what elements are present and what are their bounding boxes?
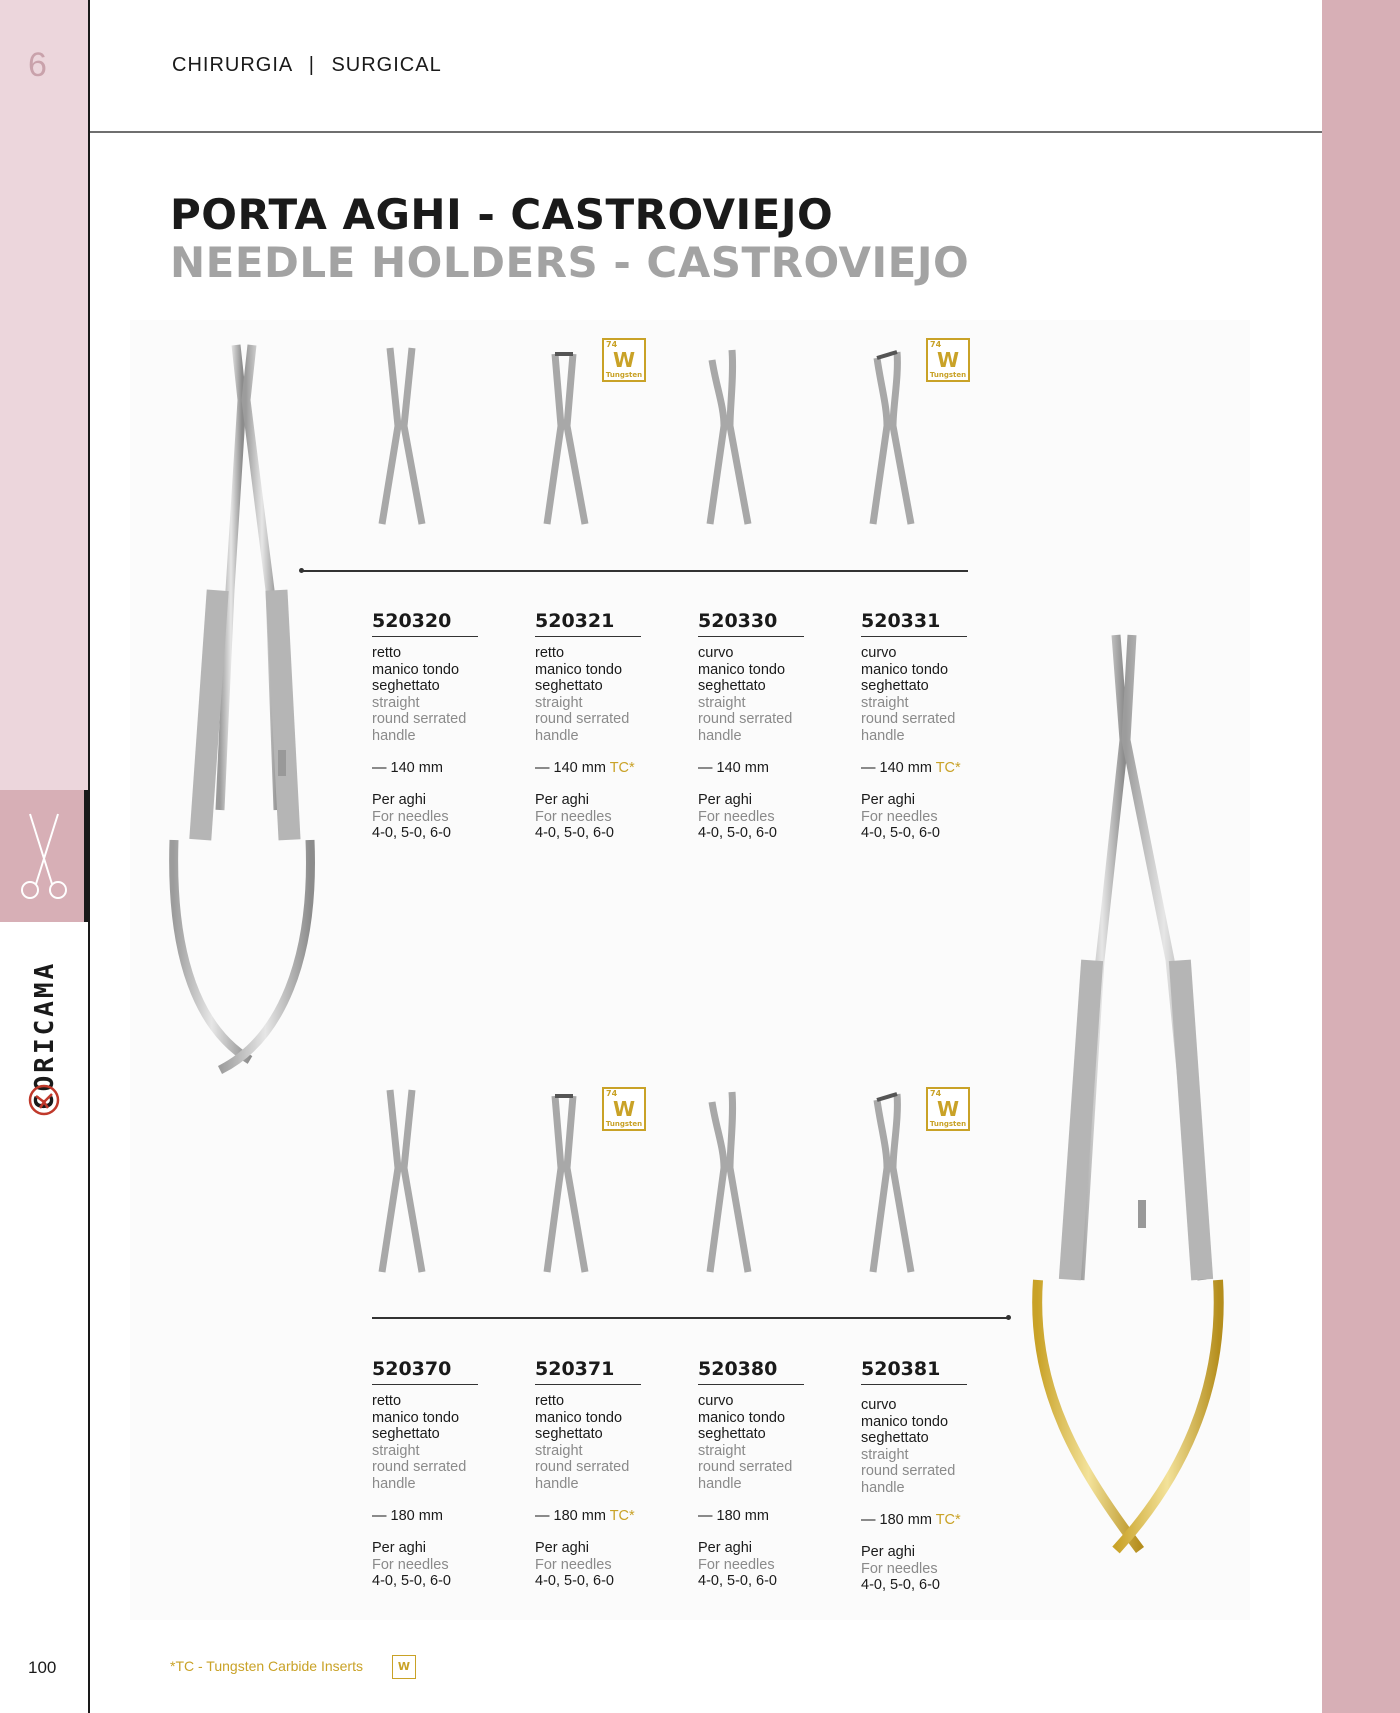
desc-it-1: retto bbox=[372, 1393, 402, 1409]
desc-en-3: handle bbox=[698, 727, 742, 744]
product-520331 bbox=[861, 610, 1011, 842]
desc-en-2: round serrated bbox=[861, 1463, 956, 1479]
badge-number: 74 bbox=[606, 1089, 618, 1098]
desc-it-1: retto bbox=[535, 645, 565, 661]
needles-en: For needles bbox=[372, 1556, 449, 1573]
needles-sizes: 4-0, 5-0, 6-0 bbox=[372, 825, 451, 841]
needles-en: For needles bbox=[698, 808, 775, 825]
tc-mark: TC* bbox=[609, 1508, 635, 1524]
product-520381 bbox=[861, 1358, 1011, 1594]
tip-image-520320 bbox=[372, 346, 432, 526]
callout-line-bottom bbox=[372, 1317, 1008, 1319]
desc-it-3: seghettato bbox=[861, 1430, 929, 1446]
badge-symbol: W bbox=[612, 1097, 636, 1121]
desc-it-3: seghettato bbox=[861, 678, 929, 694]
needles-en: For needles bbox=[372, 808, 449, 825]
needles-it: Per aghi bbox=[861, 792, 916, 808]
product-520370 bbox=[372, 1358, 522, 1590]
product-code: 520370 bbox=[372, 1358, 478, 1385]
page-title-en: NEEDLE HOLDERS - CASTROVIEJO bbox=[170, 238, 970, 287]
product-size: — 140 mm bbox=[698, 760, 769, 776]
desc-en-3: handle bbox=[535, 727, 579, 744]
needles-sizes: 4-0, 5-0, 6-0 bbox=[535, 825, 614, 841]
needles-en: For needles bbox=[698, 1556, 775, 1573]
needles-it: Per aghi bbox=[372, 792, 427, 808]
product-size: — 180 mm bbox=[698, 1508, 769, 1524]
desc-it-3: seghettato bbox=[372, 1426, 440, 1442]
desc-it-1: curvo bbox=[698, 645, 734, 661]
desc-en-3: handle bbox=[372, 727, 416, 744]
footnote-tungsten-icon bbox=[392, 1655, 416, 1679]
desc-en-1: straight bbox=[535, 1442, 583, 1459]
needles-it: Per aghi bbox=[535, 792, 590, 808]
tungsten-badge-520321 bbox=[602, 338, 646, 382]
needles-it: Per aghi bbox=[535, 1540, 590, 1556]
desc-en-1: straight bbox=[535, 694, 583, 711]
desc-en-2: round serrated bbox=[372, 711, 467, 727]
product-size: — 140 mm bbox=[861, 760, 932, 776]
badge-label: Tungsten bbox=[605, 1120, 643, 1128]
desc-it-3: seghettato bbox=[535, 1426, 603, 1442]
tc-mark: TC* bbox=[935, 760, 961, 776]
tc-mark: TC* bbox=[935, 1512, 961, 1528]
scissors-icon bbox=[0, 790, 88, 922]
right-pink-band bbox=[1322, 0, 1400, 1713]
chapter-number: 6 bbox=[28, 46, 47, 84]
tungsten-badge-520371 bbox=[602, 1087, 646, 1131]
tip-image-520380 bbox=[698, 1088, 758, 1274]
needles-it: Per aghi bbox=[372, 1540, 427, 1556]
desc-en-3: handle bbox=[861, 727, 905, 744]
tip-image-520371 bbox=[535, 1088, 595, 1274]
desc-it-1: curvo bbox=[861, 645, 897, 661]
desc-it-1: retto bbox=[372, 645, 402, 661]
needles-en: For needles bbox=[861, 1560, 938, 1577]
desc-it-2: manico tondo bbox=[535, 1409, 623, 1426]
tip-image-520370 bbox=[372, 1088, 432, 1274]
desc-it-2: manico tondo bbox=[372, 661, 460, 678]
left-pink-band bbox=[0, 0, 88, 790]
badge-symbol: W bbox=[612, 348, 636, 372]
needles-sizes: 4-0, 5-0, 6-0 bbox=[698, 825, 777, 841]
needle-holder-large-silver-image bbox=[160, 340, 340, 1080]
product-size: — 140 mm bbox=[535, 760, 606, 776]
desc-it-1: retto bbox=[535, 1393, 565, 1409]
product-code: 520371 bbox=[535, 1358, 641, 1385]
needles-sizes: 4-0, 5-0, 6-0 bbox=[698, 1573, 777, 1589]
desc-en-2: round serrated bbox=[698, 1459, 793, 1475]
needles-en: For needles bbox=[535, 808, 612, 825]
desc-en-2: round serrated bbox=[861, 711, 956, 727]
coricama-logo-icon bbox=[28, 1084, 60, 1116]
product-code: 520380 bbox=[698, 1358, 804, 1385]
desc-en-2: round serrated bbox=[535, 711, 630, 727]
badge-number: 74 bbox=[606, 340, 618, 349]
needles-en: For needles bbox=[535, 1556, 612, 1573]
desc-en-3: handle bbox=[372, 1475, 416, 1492]
badge-symbol: W bbox=[397, 1660, 411, 1673]
needles-sizes: 4-0, 5-0, 6-0 bbox=[372, 1573, 451, 1589]
tc-mark: TC* bbox=[609, 760, 635, 776]
product-size: — 140 mm bbox=[372, 760, 443, 776]
product-520330 bbox=[698, 610, 848, 842]
product-size: — 180 mm bbox=[861, 1512, 932, 1528]
needles-it: Per aghi bbox=[698, 792, 753, 808]
badge-symbol: W bbox=[936, 1097, 960, 1121]
desc-en-1: straight bbox=[372, 1442, 420, 1459]
header-rule bbox=[90, 131, 1322, 133]
tip-image-520331 bbox=[861, 346, 921, 526]
tip-image-520321 bbox=[535, 346, 595, 526]
section-en: SURGICAL bbox=[331, 54, 442, 76]
desc-it-2: manico tondo bbox=[698, 661, 786, 678]
desc-it-2: manico tondo bbox=[535, 661, 623, 678]
page-title-it: PORTA AGHI - CASTROVIEJO bbox=[170, 190, 834, 239]
desc-en-2: round serrated bbox=[698, 711, 793, 727]
badge-symbol: W bbox=[936, 348, 960, 372]
section-separator: | bbox=[308, 54, 315, 76]
product-520371 bbox=[535, 1358, 685, 1590]
desc-en-2: round serrated bbox=[372, 1459, 467, 1475]
desc-en-1: straight bbox=[698, 694, 746, 711]
needles-sizes: 4-0, 5-0, 6-0 bbox=[861, 825, 940, 841]
desc-en-3: handle bbox=[861, 1479, 905, 1496]
badge-label: Tungsten bbox=[605, 371, 643, 379]
tungsten-badge-520381 bbox=[926, 1087, 970, 1131]
desc-it-2: manico tondo bbox=[861, 661, 949, 678]
callout-line-top bbox=[301, 570, 968, 572]
chapter-icon-bar bbox=[84, 790, 90, 922]
desc-en-3: handle bbox=[535, 1475, 579, 1492]
product-code: 520320 bbox=[372, 610, 478, 637]
page-number: 100 bbox=[28, 1658, 57, 1677]
product-code: 520330 bbox=[698, 610, 804, 637]
chapter-icon-box bbox=[0, 790, 88, 922]
desc-it-1: curvo bbox=[698, 1393, 734, 1409]
desc-it-3: seghettato bbox=[535, 678, 603, 694]
tip-image-520381 bbox=[861, 1088, 921, 1274]
product-code: 520381 bbox=[861, 1358, 967, 1385]
tip-image-520330 bbox=[698, 346, 758, 526]
desc-it-2: manico tondo bbox=[698, 1409, 786, 1426]
tungsten-badge-520331 bbox=[926, 338, 970, 382]
product-520321 bbox=[535, 610, 685, 842]
product-size: — 180 mm bbox=[372, 1508, 443, 1524]
desc-en-3: handle bbox=[698, 1475, 742, 1492]
desc-it-3: seghettato bbox=[698, 1426, 766, 1442]
needles-it: Per aghi bbox=[861, 1544, 916, 1560]
desc-it-3: seghettato bbox=[372, 678, 440, 694]
product-code: 520331 bbox=[861, 610, 967, 637]
needles-en: For needles bbox=[861, 808, 938, 825]
desc-it-2: manico tondo bbox=[372, 1409, 460, 1426]
badge-number: 74 bbox=[930, 1089, 942, 1098]
product-520380 bbox=[698, 1358, 848, 1590]
needles-sizes: 4-0, 5-0, 6-0 bbox=[861, 1577, 940, 1593]
desc-it-1: curvo bbox=[861, 1397, 897, 1413]
desc-en-1: straight bbox=[698, 1442, 746, 1459]
footnote: *TC - Tungsten Carbide Inserts bbox=[170, 1658, 363, 1674]
needles-it: Per aghi bbox=[698, 1540, 753, 1556]
desc-en-1: straight bbox=[861, 694, 909, 711]
desc-en-2: round serrated bbox=[535, 1459, 630, 1475]
callout-dot-bottom bbox=[1006, 1315, 1011, 1320]
needle-holder-large-gold-image bbox=[1020, 630, 1260, 1560]
badge-label: Tungsten bbox=[929, 371, 967, 379]
needles-sizes: 4-0, 5-0, 6-0 bbox=[535, 1573, 614, 1589]
badge-number: 74 bbox=[930, 340, 942, 349]
desc-en-1: straight bbox=[861, 1446, 909, 1463]
product-code: 520321 bbox=[535, 610, 641, 637]
badge-label: Tungsten bbox=[929, 1120, 967, 1128]
brand-name: CORICAMA bbox=[30, 960, 60, 1110]
product-520320 bbox=[372, 610, 522, 842]
product-size: — 180 mm bbox=[535, 1508, 606, 1524]
desc-it-3: seghettato bbox=[698, 678, 766, 694]
desc-it-2: manico tondo bbox=[861, 1413, 949, 1430]
section-header bbox=[172, 54, 442, 77]
desc-en-1: straight bbox=[372, 694, 420, 711]
section-it: CHIRURGIA bbox=[172, 54, 293, 76]
